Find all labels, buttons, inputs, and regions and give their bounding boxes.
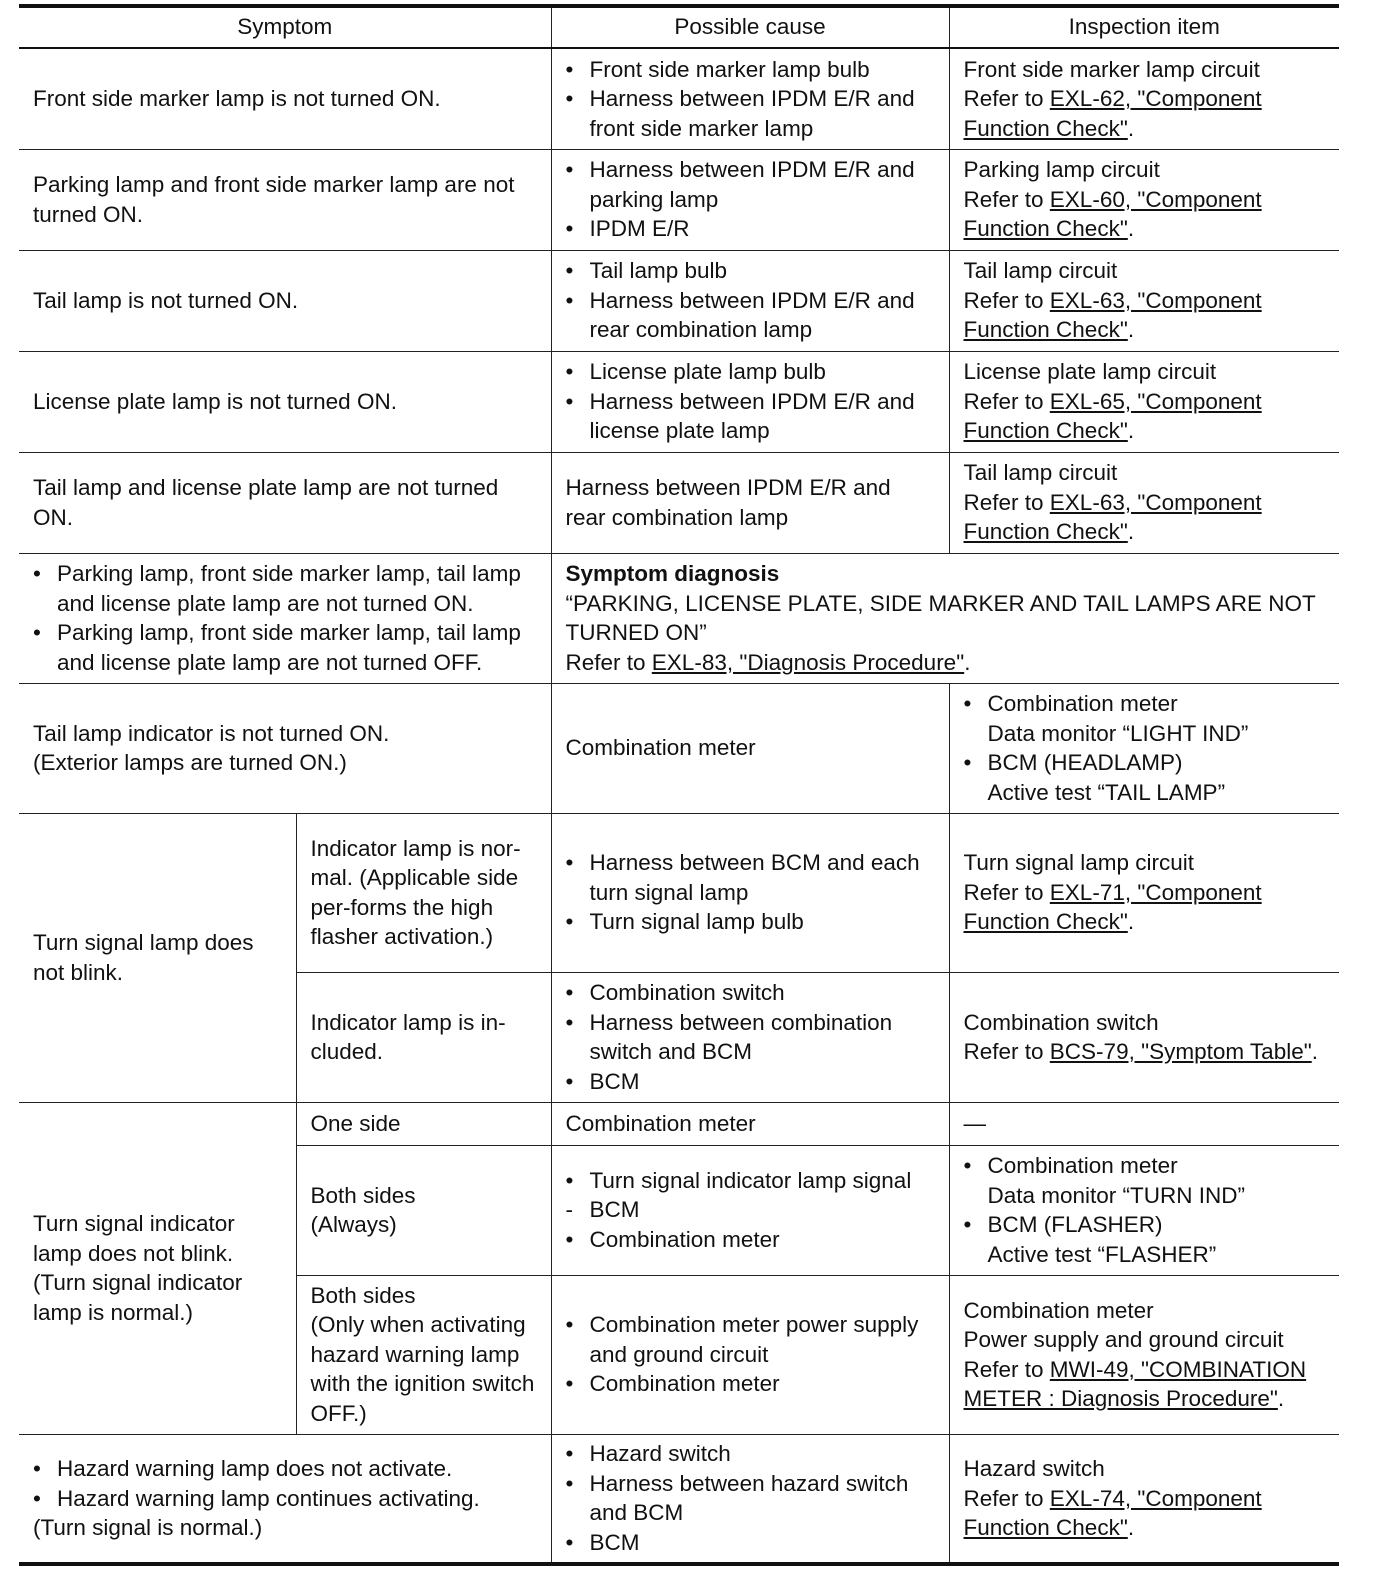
symptom-item: • Parking lamp, front side marker lamp, tail lamp and license plate lamp are not turned ON. [33,559,537,618]
refer-suffix: . [1311,1039,1318,1064]
inspection-cell [949,683,1339,813]
reference-link[interactable]: MWI-49, "COMBINATION METER : Diagnosis Procedure" [963,1356,1307,1411]
condition-cell [296,1145,551,1275]
refer-suffix: . [1127,418,1135,444]
header-possible-cause: Possible cause [551,6,949,48]
inspection-title: Hazard switch [963,1456,1105,1481]
symptom-cell: Parking lamp and front side marker lamp are not turned ON. [19,149,551,250]
table-row [19,683,1339,813]
cause-item: • Turn signal indicator lamp signal [566,1166,935,1196]
cause-item: • Harness between IPDM E/R and parking lamp [566,155,935,214]
symptom-cell: Tail lamp is not turned ON. [19,250,551,351]
cause-cell [551,250,949,351]
cause-item: • IPDM E/R [566,214,935,244]
refer-suffix: . [1127,317,1135,343]
table-header-row [19,6,1339,48]
table-row [19,351,1339,452]
symptom-note: (Turn signal is normal.) [33,1515,263,1540]
inspection-cell [949,351,1339,452]
inspection-cell [949,972,1339,1102]
inspection-title: License plate lamp circuit [963,359,1217,385]
cause-item: • License plate lamp bulb [566,357,935,387]
cause-item: • BCM [566,1528,935,1558]
table-row [19,48,1339,149]
cause-item: • Combination meter [566,1225,935,1255]
symptom-table [19,4,1339,1566]
table-row [19,1434,1339,1564]
condition-line: Both sides [310,1282,416,1308]
cause-item: • Harness between hazard switch and BCM [566,1469,935,1528]
inspection-cell [949,452,1339,553]
diagnosis-cell [551,553,1339,683]
refer-prefix: Refer to [963,1039,1050,1064]
refer-suffix: . [964,649,971,675]
refer-suffix: . [1127,519,1135,545]
refer-suffix: . [1127,216,1135,242]
cause-cell [551,48,949,149]
cause-item: • Combination meter power supply and ground circuit [566,1310,935,1369]
symptom-line: (Exterior lamps are turned ON.) [33,750,347,775]
inspection-title: Combination meter [963,1297,1154,1323]
symptom-cell: Tail lamp and license plate lamp are not turned ON. [19,452,551,553]
header-symptom: Symptom [19,6,551,48]
condition-cell [296,1275,551,1434]
inspection-item [964,1151,1326,1210]
reference-link[interactable]: EXL-83, "Diagnosis Procedure" [651,649,965,675]
symptom-cell: License plate lamp is not turned ON. [19,351,551,452]
reference-link[interactable]: EXL-62, "Component Function Check" [963,86,1262,141]
refer-prefix: Refer to [963,489,1050,515]
inspection-item-title: • BCM (FLASHER) [987,1212,1163,1237]
cause-item: • Harness between BCM and each turn signal lamp [566,848,935,907]
symptom-item: • Parking lamp, front side marker lamp, tail lamp and license plate lamp are not turned OFF. [33,618,537,677]
inspection-item [964,1210,1326,1269]
reference-link[interactable]: BCS-79, "Symptom Table" [1049,1039,1312,1064]
refer-suffix: . [1127,115,1135,141]
inspection-cell [949,250,1339,351]
inspection-cell [949,1145,1339,1275]
table-row [19,553,1339,683]
inspection-title: Tail lamp circuit [963,258,1118,284]
table-row [19,813,1339,972]
table-row [19,1102,1339,1145]
cause-cell: Combination meter [551,1102,949,1145]
refer-suffix: . [1127,1515,1135,1540]
symptom-cell [19,1434,551,1564]
inspection-item-title: • BCM (HEADLAMP) [987,750,1183,775]
inspection-item-detail: Data monitor “LIGHT IND” [987,720,1249,746]
reference-link[interactable]: EXL-65, "Component Function Check" [963,388,1262,444]
cause-cell [551,813,949,972]
reference-link[interactable]: EXL-63, "Component Function Check" [963,287,1262,343]
inspection-title: Turn signal lamp circuit [963,850,1194,876]
cause-item: • Front side marker lamp bulb [566,55,935,85]
reference-link[interactable]: EXL-74, "Component Function Check" [963,1485,1262,1540]
inspection-item-title: • Combination meter [987,691,1178,716]
cause-item: • Harness between IPDM E/R and license plate lamp [566,387,935,446]
diagnosis-title: Symptom diagnosis [565,561,780,586]
cause-item: • Combination meter [566,1369,935,1399]
cause-item: • Hazard switch [566,1439,935,1469]
refer-suffix: . [1127,909,1135,935]
condition-line: Both sides [310,1182,416,1208]
inspection-item-title: • Combination meter [987,1153,1178,1178]
cause-item: • Tail lamp bulb [566,256,935,286]
cause-item: • Turn signal lamp bulb [566,907,935,937]
refer-prefix: Refer to [963,879,1050,905]
symptom-cell: Turn signal lamp does not blink. [19,813,296,1102]
condition-cell: One side [296,1102,551,1145]
inspection-title: Combination switch [963,1009,1159,1035]
reference-link[interactable]: EXL-71, "Component Function Check" [963,879,1262,935]
cause-item: - BCM [566,1195,935,1225]
symptom-cell [19,553,551,683]
cause-item: • Harness between combination switch and BCM [566,1008,935,1067]
inspection-cell [949,1275,1339,1434]
refer-prefix: Refer to [963,86,1050,111]
cause-item: • Harness between IPDM E/R and front side marker lamp [566,84,935,143]
condition-cell: Indicator lamp is in-cluded. [296,972,551,1102]
table-row [19,250,1339,351]
table-row [19,149,1339,250]
inspection-item-detail: Active test “FLASHER” [987,1241,1217,1267]
inspection-cell [949,813,1339,972]
inspection-cell [949,149,1339,250]
symptom-line: Tail lamp indicator is not turned ON. [33,720,390,746]
reference-link[interactable]: EXL-63, "Component Function Check" [963,489,1262,545]
header-inspection-item: Inspection item [949,6,1339,48]
inspection-cell [949,1434,1339,1564]
inspection-item [964,689,1326,748]
diagnosis-text: “PARKING, LICENSE PLATE, SIDE MARKER AND TAIL LAMPS ARE NOT TURNED ON” [565,590,1316,645]
inspection-cell: — [949,1102,1339,1145]
inspection-line: Power supply and ground circuit [963,1327,1284,1352]
symptom-item: • Hazard warning lamp continues activating. [33,1484,537,1514]
table-row [19,452,1339,553]
cause-item: • Combination switch [566,978,935,1008]
refer-prefix: Refer to [963,388,1050,414]
condition-line: (Always) [310,1212,397,1237]
refer-suffix: . [1277,1386,1285,1411]
inspection-title: Parking lamp circuit [963,157,1160,183]
cause-cell [551,1145,949,1275]
cause-cell [551,1434,949,1564]
cause-cell [551,351,949,452]
refer-prefix: Refer to [565,649,652,675]
cause-cell: Combination meter [551,683,949,813]
symptom-cell: Turn signal indicator lamp does not blink. (Turn signal indicator lamp is normal.) [19,1102,296,1434]
cause-cell: Harness between IPDM E/R and rear combination lamp [551,452,949,553]
cause-cell [551,1275,949,1434]
inspection-item-detail: Active test “TAIL LAMP” [987,779,1226,805]
reference-link[interactable]: EXL-60, "Component Function Check" [963,186,1262,242]
inspection-item [964,748,1326,807]
inspection-cell [949,48,1339,149]
refer-prefix: Refer to [963,287,1050,313]
cause-cell [551,972,949,1102]
condition-line: (Only when activating hazard warning lamp with the ignition switch OFF.) [310,1312,535,1426]
condition-cell: Indicator lamp is nor-mal. (Applicable side per-forms the high flasher activation.) [296,813,551,972]
inspection-title: Front side marker lamp circuit [963,56,1260,82]
cause-item: • BCM [566,1067,935,1097]
inspection-title: Tail lamp circuit [963,460,1118,486]
cause-cell [551,149,949,250]
refer-prefix: Refer to [963,186,1050,212]
symptom-item: • Hazard warning lamp does not activate. [33,1454,537,1484]
symptom-cell [19,683,551,813]
inspection-item-detail: Data monitor “TURN IND” [987,1182,1246,1208]
cause-item: • Harness between IPDM E/R and rear combination lamp [566,286,935,345]
refer-prefix: Refer to [963,1485,1050,1511]
refer-prefix: Refer to [963,1356,1050,1382]
symptom-cell: Front side marker lamp is not turned ON. [19,48,551,149]
